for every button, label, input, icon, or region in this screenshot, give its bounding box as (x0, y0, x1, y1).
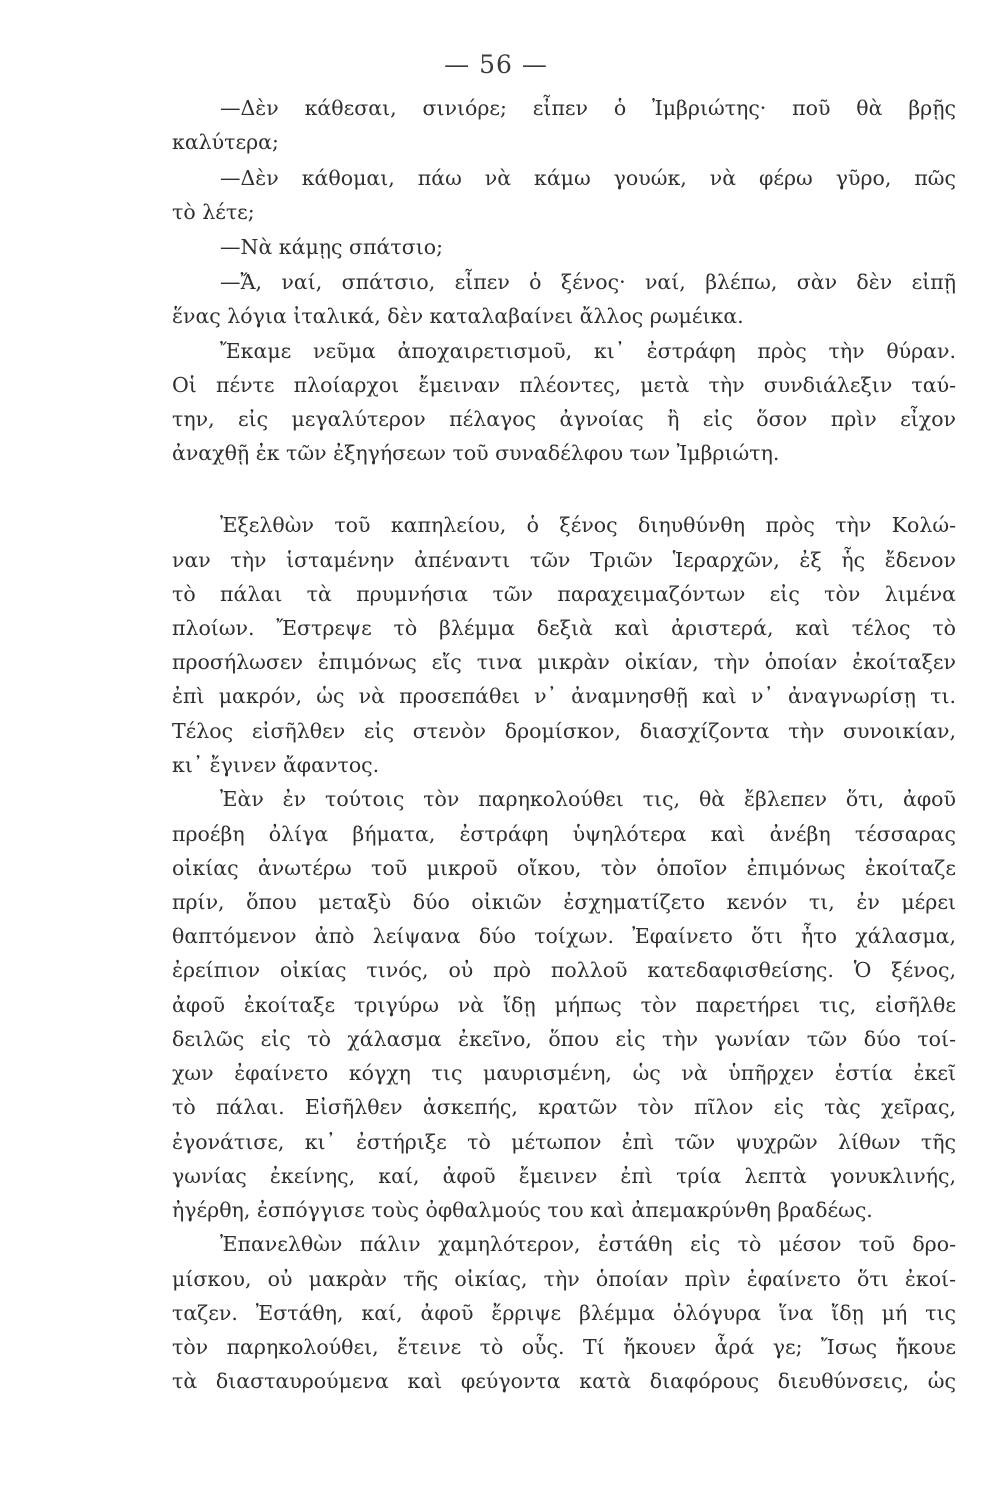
text-line: θαπτόμενον ἀπὸ λείψανα δύο τοίχων. Ἐφαίνετο ὅτι ἦτο χάλασμα, (172, 924, 956, 948)
text-line: ταζεν. Ἐστάθη, καί, ἀφοῦ ἔρριψε βλέμμα ὁλόγυρα ἵνα ἴδῃ μή τις (172, 1301, 956, 1325)
text-line: τὸ λέτε; (172, 200, 255, 224)
text-line: πρίν, ὅπου μεταξὺ δύο οἰκιῶν ἐσχηματίζετο κενόν τι, ἐν μέρει (172, 890, 956, 914)
text-line: ἐπὶ μακρόν, ὡς νὰ προσεπάθει ν᾽ ἀναμνησθῇ καὶ ν᾽ ἀναγνωρίσῃ τι. (172, 684, 956, 708)
text-line: τὸν παρηκολούθει, ἔτεινε τὸ οὖς. Τί ἤκουεν ἆρά γε; Ἴσως ἤκουε (172, 1335, 956, 1359)
text-line: προσήλωσεν ἐπιμόνως εἴς τινα μικρὰν οἰκίαν, τὴν ὁποίαν ἐκοίταξεν (172, 650, 956, 674)
text-line: οἰκίας ἀνωτέρω τοῦ μικροῦ οἴκου, τὸν ὁποῖον ἐπιμόνως ἐκοίταζε (172, 856, 956, 880)
text-line: ἕνας λόγια ἰταλικά, δὲν καταλαβαίνει ἄλλος ρωμέικα. (172, 304, 744, 328)
text-line: Οἱ πέντε πλοίαρχοι ἔμειναν πλέοντες, μετὰ τὴν συνδιάλεξιν ταύ- (172, 373, 956, 397)
text-line: ἀφοῦ ἐκοίταξε τριγύρω νὰ ἴδῃ μήπως τὸν παρετήρει τις, εἰσῆλθε (172, 993, 956, 1017)
text-line: Ἐξελθὼν τοῦ καπηλείου, ὁ ξένος διηυθύνθη πρὸς τὴν Κολώ- (220, 513, 956, 537)
text-line: ναν τὴν ἱσταμένην ἀπέναντι τῶν Τριῶν Ἱεραρχῶν, ἐξ ἧς ἔδενον (172, 548, 956, 572)
text-line: προέβη ὀλίγα βήματα, ἐστράφη ὑψηλότερα καὶ ἀνέβη τέσσαρας (172, 822, 956, 846)
text-line: Ἐὰν ἐν τούτοις τὸν παρηκολούθει τις, θὰ ἔβλεπεν ὅτι, ἀφοῦ (220, 787, 956, 811)
text-line: —Δὲν κάθομαι, πάω νὰ κάμω γουώκ, νὰ φέρω γῦρο, πῶς (220, 166, 956, 190)
text-line: ἐγονάτισε, κι᾽ ἐστήριξε τὸ μέτωπον ἐπὶ τῶν ψυχρῶν λίθων τῆς (172, 1130, 956, 1154)
text-line: Τέλος εἰσῆλθεν εἰς στενὸν δρομίσκον, διασχίζοντα τὴν συνοικίαν, (172, 719, 956, 743)
text-line: πλοίων. Ἔστρεψε τὸ βλέμμα δεξιὰ καὶ ἀριστερά, καὶ τέλος τὸ (172, 616, 956, 640)
text-line: καλύτερα; (172, 130, 279, 154)
text-line: —Νὰ κάμῃς σπάτσιο; (220, 235, 443, 259)
text-line: ἐρείπιον οἰκίας τινός, οὐ πρὸ πολλοῦ κατεδαφισθείσης. Ὁ ξένος, (172, 958, 956, 982)
text-line: κι᾽ ἔγινεν ἄφαντος. (172, 753, 380, 777)
page-number: — 56 — (444, 50, 548, 79)
text-line: γωνίας ἐκείνης, καί, ἀφοῦ ἔμεινεν ἐπὶ τρία λεπτὰ γονυκλινής, (172, 1164, 956, 1188)
text-line: τὰ διασταυρούμενα καὶ φεύγοντα κατὰ διαφόρους διευθύνσεις, ὡς (172, 1369, 956, 1393)
text-line: τὸ πάλαι τὰ πρυμνήσια τῶν παραχειμαζόντων εἰς τὸν λιμένα (172, 582, 956, 606)
text-line: ἠγέρθη, ἐσπόγγισε τοὺς ὀφθαλμούς του καὶ ἀπεμακρύνθη βραδέως. (172, 1198, 873, 1222)
text-line: τὸ πάλαι. Εἰσῆλθεν ἀσκεπής, κρατῶν τὸν πῖλον εἰς τὰς χεῖρας, (172, 1095, 956, 1119)
text-line: —Δὲν κάθεσαι, σινιόρε; εἶπεν ὁ Ἰμβριώτης· ποῦ θὰ βρῇς (220, 96, 956, 120)
text-line: μίσκου, οὐ μακρὰν τῆς οἰκίας, τὴν ὁποίαν πρὶν ἐφαίνετο ὅτι ἐκοί- (172, 1267, 956, 1291)
text-line: την, εἰς μεγαλύτερον πέλαγος ἀγνοίας ἢ εἰς ὅσον πρὶν εἶχον (172, 407, 956, 431)
text-line: δειλῶς εἰς τὸ χάλασμα ἐκεῖνο, ὅπου εἰς τὴν γωνίαν τῶν δύο τοί- (172, 1027, 956, 1051)
text-line: ἀναχθῇ ἐκ τῶν ἐξηγήσεων τοῦ συναδέλφου των Ἰμβριώτη. (172, 441, 780, 465)
text-line: Ἔκαμε νεῦμα ἀποχαιρετισμοῦ, κι᾽ ἐστράφη πρὸς τὴν θύραν. (220, 339, 956, 363)
text-line: —Ἄ, ναί, σπάτσιο, εἶπεν ὁ ξένος· ναί, βλέπω, σὰν δὲν εἰπῇ (220, 270, 956, 294)
text-line: Ἐπανελθὼν πάλιν χαμηλότερον, ἐστάθη εἰς τὸ μέσον τοῦ δρο- (220, 1232, 956, 1256)
text-line: χων ἐφαίνετο κόγχη τις μαυρισμένη, ὡς νὰ ὑπῆρχεν ἑστία ἐκεῖ (172, 1061, 956, 1085)
